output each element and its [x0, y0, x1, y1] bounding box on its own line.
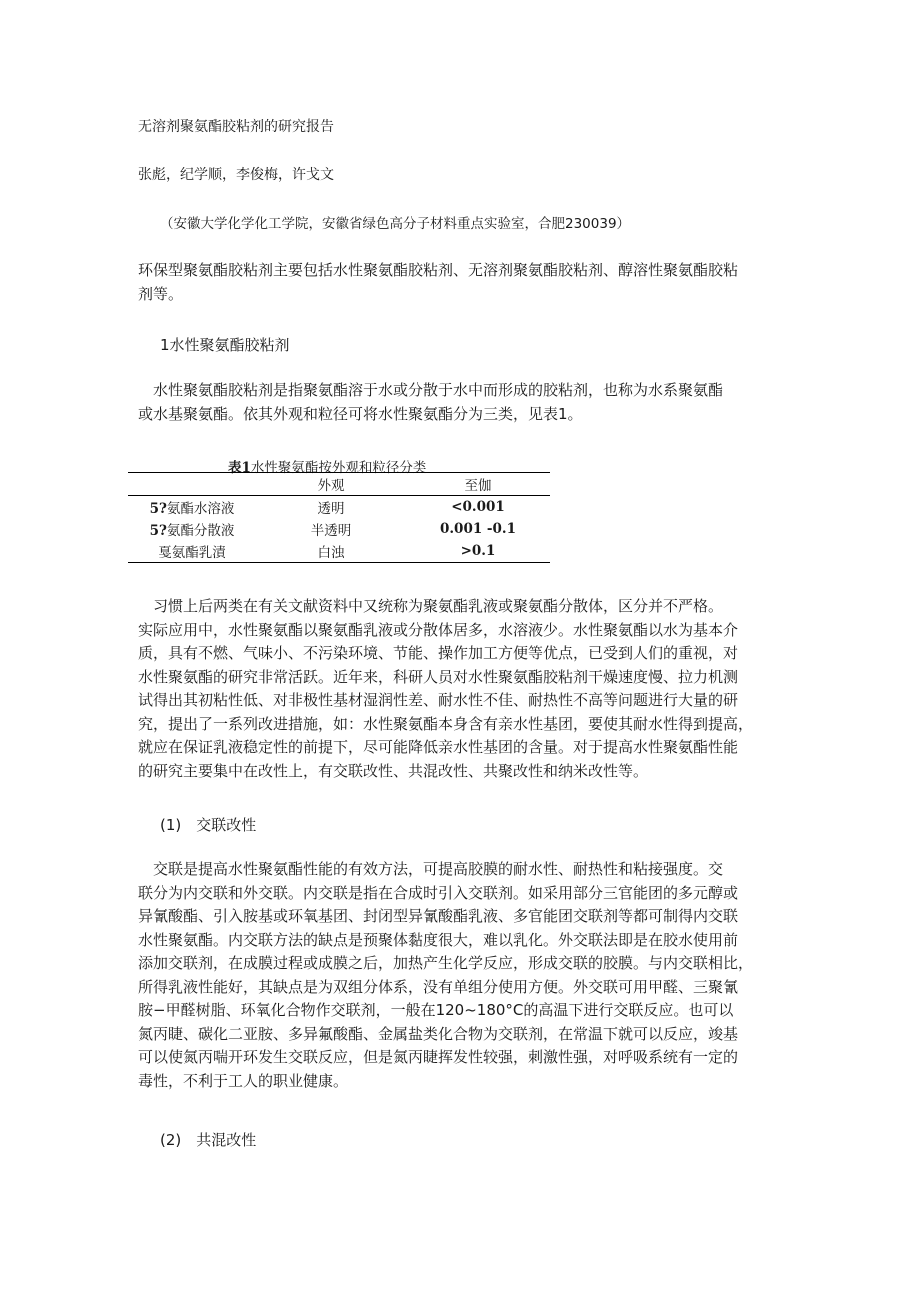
text-line: 或水基聚氨酯。依其外观和粒径可将水性聚氨酯分为三类，见表1。	[138, 404, 583, 423]
table-caption-number: 表1	[228, 460, 251, 476]
text-line: 交联是提高水性聚氨酯性能的有效方法，可提高胶膜的耐水性、耐热性和粘接强度。交	[138, 860, 724, 878]
table-header-row	[128, 473, 550, 496]
text-line: 所得乳液性能好，其缺点是为双组分体系，没有单组分使用方便。外交联可用甲醛、三聚氰	[138, 977, 739, 996]
table-caption-text: 水性聚氨酯按外观和粒径分类	[250, 460, 427, 476]
section1-paragraph	[138, 379, 760, 426]
intro-paragraph	[138, 259, 760, 306]
table-cell-appearance: 透明	[317, 501, 345, 517]
text-line: 水性聚氨酯。内交联方法的缺点是预聚体黏度很大，难以乳化。外交联法即是在胶水使用前	[138, 930, 739, 949]
text-line: 究，提出了一系列改进措施，如：水性聚氨酯本身含有亲水性基团，要使其耐水性得到提高，	[138, 714, 754, 733]
table-header-cell: 外观	[317, 478, 345, 494]
paragraph-2	[138, 595, 760, 783]
section-heading: 1水性聚氨酯胶粘剂	[160, 336, 290, 354]
table-row	[128, 540, 550, 563]
subsection-heading: (1) 交联改性	[160, 816, 257, 834]
text-line: 水性聚氨酯的研究非常活跃。近年来，科研人员对水性聚氨酯胶粘剂干燥速度慢、拉力机测	[138, 667, 739, 686]
text-line: 胺−甲醛树脂、环氧化合物作交联剂，一般在120~180°C的高温下进行交联反应。也可以	[138, 1001, 734, 1019]
subsection-heading: (2) 共混改性	[160, 1131, 257, 1149]
text-line: 可以使氮丙喘开环发生交联反应，但是氮丙睫挥发性较强，刺激性强，对呼吸系统有一定的	[138, 1048, 739, 1066]
document-title: 无溶剂聚氨酯胶粘剂的研究报告	[138, 119, 334, 135]
table-cell-size: <0.001	[451, 499, 505, 515]
table-cell-name	[128, 496, 256, 519]
text-line: 剂等。	[138, 284, 184, 303]
affiliation: （安徽大学化学化工学院，安徽省绿色高分子材料重点实验室，合肥230039）	[160, 216, 631, 232]
text-line: 联分为内交联和外交联。内交联是指在合成时引入交联剂。如采用部分三官能团的多元醇或	[138, 883, 739, 902]
row-name: 氨酯水溶液	[166, 501, 235, 517]
text-line: 氮丙睫、碳化二亚胺、多异氟酸酯、金属盐类化合物为交联剂，在常温下就可以反应，竣基	[138, 1024, 739, 1043]
classification-table	[128, 472, 550, 563]
table-cell-name	[128, 518, 256, 540]
table-cell-appearance: 白浊	[317, 545, 345, 561]
text-line: 试得出其初粘性低、对非极性基材湿润性差、耐水性不佳、耐热性不高等问题进行大量的研	[138, 691, 739, 709]
row-prefix: 5?	[149, 523, 167, 539]
text-line: 环保型聚氨酯胶粘剂主要包括水性聚氨酯胶粘剂、无溶剂聚氨酯胶粘剂、醇溶性聚氨酯胶粘	[138, 261, 739, 279]
table-row	[128, 518, 550, 540]
row-prefix: 5?	[149, 501, 167, 517]
text-line: 质，具有不燃、气味小、不污染环境、节能、操作加工方便等优点，已受到人们的重视，对	[138, 644, 739, 662]
row-name: 戛氨酯乳漬	[158, 545, 226, 561]
text-line: 实际应用中，水性聚氨酯以聚氨酯乳液或分散体居多，水溶液少。水性聚氨酯以水为基本介	[138, 620, 739, 639]
table-cell-size: >0.1	[460, 543, 496, 559]
table-row	[128, 496, 550, 519]
text-line: 习惯上后两类在有关文献资料中又统称为聚氨酯乳液或聚氨酯分散体，区分并不严格。	[138, 597, 724, 615]
text-line: 的研究主要集中在改性上，有交联改性、共混改性、共聚改性和纳米改性等。	[138, 761, 649, 780]
text-line: 添加交联剂，在成膜过程或成膜之后，加热产生化学反应，形成交联的胶膜。与内交联相比，	[138, 954, 754, 972]
author-list: 张彪，纪学顺，李俊梅，许戈文	[138, 167, 334, 183]
paragraph-3	[138, 858, 760, 1093]
table-cell-name	[128, 540, 256, 563]
table-header-cell: 至伽	[464, 478, 492, 494]
text-line: 异氰酸酯、引入胺基或环氧基团、封闭型异氰酸酯乳液、多官能团交联剂等都可制得内交联	[138, 907, 739, 925]
table-cell-size: 0.001 -0.1	[439, 521, 517, 537]
row-name: 氨酯分散液	[166, 523, 235, 539]
text-line: 毒性，不利于工人的职业健康。	[138, 1071, 349, 1090]
table-cell-appearance: 半透明	[310, 523, 352, 539]
text-line: 就应在保证乳液稳定性的前提下，尽可能降低亲水性基团的含量。对于提高水性聚氨酯性能	[138, 738, 739, 756]
table-header-cell	[128, 473, 256, 496]
text-line: 水性聚氨酯胶粘剂是指聚氨酯溶于水或分散于水中而形成的胶粘剂，也称为水系聚氨酯	[138, 381, 724, 399]
